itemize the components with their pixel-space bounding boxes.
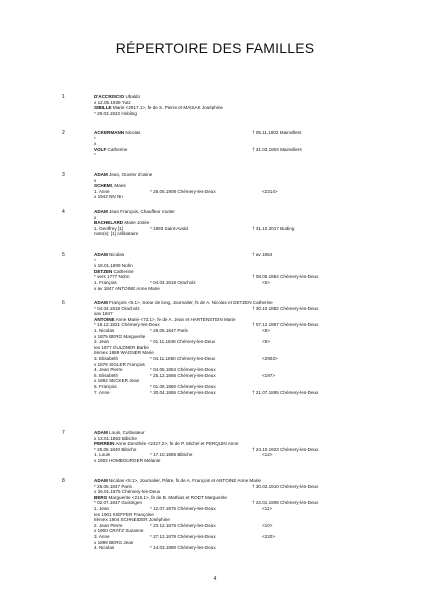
entry-line: x 1902 HOMBOURGER Mélanie: [94, 458, 161, 463]
entry-line: Iex 1877 GULDNER Barbe: [94, 344, 149, 350]
entry-line: 1. Nicolas: [94, 328, 115, 333]
birth-info: * 04.11.1850 Chémery-les-Deux: [150, 356, 216, 361]
birth-info: * 27.12.1878 Chémery-les-Deux: [150, 534, 216, 539]
surname: SCHEMI: [94, 183, 112, 189]
entry-line: 6. François: [94, 384, 117, 389]
entry-line: BACHELARD Marie Josée: [94, 220, 150, 226]
entry-line: x 1942 NN Nn: [94, 194, 123, 200]
entry-line: SCHEMI, Marie: [94, 183, 126, 189]
surname: PERREIN: [94, 441, 115, 447]
entry-line: ADAM Nicolas: [94, 252, 125, 257]
family-number: 4: [62, 209, 65, 215]
entry-line: xav 1847: [94, 311, 113, 317]
surname: BACHELARD: [94, 220, 124, 226]
page-title: RÉPERTOIRE DES FAMILLES: [115, 40, 315, 56]
surname: ADAM: [94, 430, 108, 435]
birth-info: * 25.05.1908 Chémery-les-Deux: [150, 188, 216, 194]
entry-line: IIèmex 1904 SCHNEIDER Joséphine: [94, 517, 170, 523]
death-info: † 08.05.1854 Chémery-les-Deux: [252, 274, 319, 280]
surname: ADAM: [94, 172, 108, 177]
death-info: † 31.03.1804 Mainvillers: [252, 146, 302, 152]
entry-line: note(s): [1] célibataire: [94, 231, 139, 237]
death-info: † 07.12.1887 Chémery-les-Deux: [252, 322, 319, 328]
entry-line: ADAM François <6.1>, Sœur de long, Journalier, fs de A. Nicolas et DETZEN Catherine: [94, 300, 273, 305]
entry-line: x 1875 BERG Marguerite: [94, 333, 146, 339]
family-number: 5: [62, 252, 65, 258]
entry-line: * 18.12.1821 Chémery-les-Deux: [94, 322, 160, 328]
entry-line: x 12.05.1939 Yutz: [94, 99, 131, 105]
entry-line: *: [94, 152, 96, 158]
birth-info: * 01.11.1848 Chémery-les-Deux: [150, 339, 216, 345]
surname: ADAM: [94, 252, 108, 257]
death-info: † 22.01.1908 Chémery-les-Deux: [252, 500, 319, 506]
birth-info: * 30.04.1865 Chémery-les-Deux: [150, 389, 216, 395]
entry-line: x 1898 BERG Jean: [94, 539, 134, 545]
page-number: 4: [213, 576, 217, 582]
entry-line: DETZEN Catherine: [94, 268, 134, 274]
entry-line: x 1876 SIGLER François: [94, 361, 145, 367]
birth-info: * 14.03.1880 Chémery-les-Deux: [150, 545, 216, 551]
entry-line: 2. Jean: [94, 339, 110, 345]
surname: ACKERMANN: [94, 130, 125, 135]
entry-line: ACKERMANN Nicolas: [94, 130, 141, 135]
birth-info: * 17.10.1865 Bibiche: [150, 452, 193, 458]
entry-line: D'ACCRISCIO Ubaldo: [94, 94, 141, 99]
entry-line: x 1882 SECKER Jean: [94, 378, 140, 384]
entry-line: 4. Jean Pierre: [94, 367, 123, 373]
entry-line: x 13.01.1863 Bibiche: [94, 435, 137, 441]
death-info: † 31.10.2017 Buding: [252, 225, 295, 231]
entry-line: 7. Anne: [94, 389, 110, 395]
family-number: 6: [62, 300, 65, 306]
surname: VOLF: [94, 146, 107, 152]
family-reference: <6>: [262, 280, 270, 285]
entry-line: VOLF Catherine: [94, 146, 128, 152]
entry-line: 2. Jean Pierre: [94, 522, 123, 528]
family-reference: <9>: [262, 339, 270, 345]
entry-line: * 04.04.1818 Oracholz: [94, 305, 140, 311]
entry-line: *: [94, 135, 96, 141]
family-reference: <10>: [262, 522, 273, 528]
family-number: 2: [62, 130, 65, 136]
family-reference: <197>: [262, 372, 276, 378]
entry-line: * 25.05.1847 Paris: [94, 483, 132, 489]
entry-line: 3. Elisabeth: [94, 356, 119, 361]
entry-line: BERG Marguerite <216.1>, fe de B. Mathias et RODT Marguerite: [94, 494, 227, 500]
entry-line: ADAM Nicolas <8.1>, Journalier, Pâtre, fs de A. François et ANTOINE Anne Marie: [94, 478, 261, 483]
surname: DETZEN: [94, 268, 113, 274]
surname: ANTOINE: [94, 316, 115, 322]
entry-line: 1. Geoffrey [1]: [94, 225, 124, 231]
birth-info: * 1993 Saint-Avold: [150, 225, 188, 231]
entry-line: 3. Anne: [94, 534, 110, 539]
entry-line: * 29.03.1922 Hobling: [94, 110, 137, 116]
family-number: 3: [62, 172, 65, 178]
birth-info: * 01.06.1860 Chémery-les-Deux: [150, 384, 216, 389]
surname: BERG: [94, 494, 108, 500]
entry-line: ADAM Jean François, Chauffeur routier: [94, 209, 175, 214]
birth-info: * 04.05.1854 Chémery-les-Deux: [150, 367, 216, 373]
birth-info: * 04.04.1818 Oracholz: [150, 280, 196, 285]
entry-line: 1. Louis: [94, 452, 111, 458]
death-info: † 30.10.1882 Chémery-les-Deux: [252, 305, 319, 311]
death-info: † av 1854: [252, 252, 273, 257]
death-info: † 24.10.1923 Chémery-les-Deux: [252, 446, 319, 452]
entry-line: * 02.07.1847 Guisingen: [94, 500, 143, 506]
entry-line: 1. Anne: [94, 188, 110, 194]
death-info: † 30.03.1910 Chémery-les-Deux: [252, 483, 319, 489]
surname: ADAM: [94, 478, 108, 483]
death-info: † 21.07.1865 Chémery-les-Deux: [252, 389, 319, 395]
entry-line: x: [94, 214, 97, 220]
entry-line: ADAM Jean, Ouvrier d'usine: [94, 172, 153, 177]
entry-line: x: [94, 177, 97, 183]
entry-line: * 25.06.1840 Bibiche: [94, 446, 137, 452]
surname: ADAM: [94, 300, 108, 305]
birth-info: * 12.07.1875 Chémery-les-Deux: [150, 506, 216, 511]
surname: ADAM: [94, 209, 108, 214]
family-number: 1: [62, 94, 65, 100]
entry-line: ANTOINE Anne Marie <73.1>, fe de A. Jean et HARTENSTEIN Marie: [94, 316, 236, 322]
entry-line: 4. Nicolas: [94, 545, 115, 551]
death-info: † 05.11.1802 Mainvillers: [252, 130, 302, 135]
family-reference: <2903>: [262, 356, 278, 361]
entry-line: Iex 1901 KIEFFER Françoise: [94, 511, 154, 517]
surname: D'ACCRISCIO: [94, 94, 125, 99]
family-reference: <11>: [262, 506, 273, 511]
birth-info: * 25.12.1856 Chémery-les-Deux: [150, 372, 216, 378]
entry-line: PERREIN Anne Dorothée <2427.2>, fe de P. Michel et PERQUIN Anne: [94, 441, 239, 447]
birth-info: * 25.05.1847 Paris: [150, 328, 188, 333]
family-reference: <2314>: [262, 188, 278, 194]
birth-info: * 23.12.1876 Chémery-les-Deux: [150, 522, 216, 528]
entry-line: x 26.01.1875 Chémery-les-Deux: [94, 489, 161, 495]
entry-line: IIèmex 1889 WAGNER Marie: [94, 350, 154, 356]
family-number: 8: [62, 478, 65, 484]
family-reference: <220>: [262, 534, 276, 539]
entry-line: ADAM Louis, Cultivateur: [94, 430, 145, 435]
surname: SIBILLE: [94, 105, 112, 111]
entry-line: x 1900 CRATZ Suzanne: [94, 528, 144, 534]
entry-line: 5. Elisabeth: [94, 372, 119, 378]
entry-line: * vers 1777 Nohn: [94, 274, 130, 280]
family-number: 7: [62, 430, 65, 436]
family-reference: <8>: [262, 328, 270, 333]
entry-line: x: [94, 141, 97, 147]
entry-line: x av 1847 ANTOINE Anne Marie: [94, 285, 160, 291]
entry-line: 1. François: [94, 280, 117, 285]
entry-line: x 18.01.1809 Nohn: [94, 263, 133, 269]
family-reference: <12>: [262, 452, 273, 458]
entry-line: *: [94, 257, 96, 263]
entry-line: SIBILLE Marie <2917.1>, fe de S. Pierre et MAISAK Joséphine: [94, 105, 223, 111]
entry-line: 1. Jean: [94, 506, 110, 511]
